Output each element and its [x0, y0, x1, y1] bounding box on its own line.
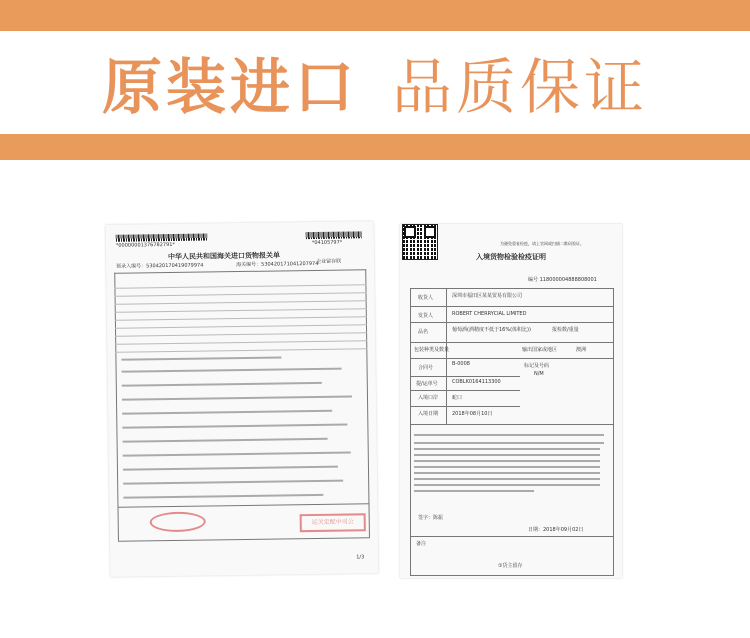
cert-number: 编号 118000004888808001: [528, 277, 597, 283]
page-number: 1/3: [356, 554, 365, 561]
goods-line: [122, 382, 322, 387]
label-shipper: 发货人: [418, 313, 434, 319]
barcode-left-text: *00000001376782791*: [115, 241, 175, 249]
cert-label-column: [446, 288, 447, 424]
cert-row-line: [410, 358, 614, 359]
cert-table-top: [410, 288, 614, 289]
value-contract: B-0008: [452, 361, 470, 367]
cert-row-line: [410, 536, 614, 537]
banner: [0, 0, 750, 160]
value-date: 2018年08月10日: [452, 411, 493, 417]
label-bl: 提/运单号: [416, 381, 438, 387]
cert-top-note: 为避免重复检疫，请上官网或扫描二维码验证。: [500, 241, 584, 246]
red-oval-stamp: [150, 512, 206, 533]
goods-line: [123, 438, 328, 443]
cert-detail-line: [414, 454, 600, 456]
cert-remark: 备注: [416, 541, 427, 547]
barcode-right-text: *04105797*: [311, 239, 343, 247]
table-border-top: [114, 269, 366, 274]
value-consignee: 深圳市福田区某某贸易有限公司: [452, 293, 523, 299]
cert-detail-line: [414, 472, 600, 474]
cert-table-right: [613, 288, 614, 576]
value-shipper: ROBERT CHERRYCIAL LIMITED: [452, 311, 527, 317]
goods-line: [122, 368, 342, 373]
label-quantity: 报检数/重量: [552, 327, 579, 333]
customs-declaration-document: [106, 221, 379, 577]
goods-line: [122, 395, 352, 400]
value-port: 蛇口: [452, 395, 463, 401]
cert-detail-line: [414, 466, 600, 468]
cert-detail-line: [414, 484, 600, 486]
cert-row-line: [410, 424, 614, 425]
goods-line: [123, 494, 323, 499]
cert-row-line: [410, 306, 614, 307]
label-date: 入境日期: [418, 411, 439, 417]
barcode-left: [116, 233, 208, 241]
value-product: 葡萄酒(酒精度不低于16%(体积比)): [452, 327, 531, 333]
label-origin: 输出国家或地区: [522, 347, 558, 353]
cert-detail-line: [414, 460, 600, 462]
value-marks: N/M: [534, 371, 544, 377]
declaration-topright: 企业留存联: [316, 258, 342, 265]
footer-divider: [117, 503, 369, 508]
goods-line: [123, 466, 338, 471]
cert-row-line: [410, 376, 520, 377]
label-product: 品名: [418, 329, 429, 335]
label-consignee: 收货人: [418, 295, 434, 301]
label-marks: 标记及号码: [524, 363, 550, 369]
qr-code: [402, 224, 438, 260]
goods-line: [122, 410, 332, 415]
goods-line: [122, 424, 347, 429]
cert-footer-date: 日期：2018年09月02日: [528, 527, 584, 533]
cert-sign: 签字：陈振: [418, 515, 444, 521]
cert-detail-line: [414, 448, 600, 450]
cert-table-left: [410, 288, 411, 576]
cert-detail-line: [414, 490, 534, 492]
declaration-customs-no: 海关编号：530420171041207974: [236, 260, 319, 269]
cert-table-bottom: [410, 575, 614, 576]
cert-row-line: [410, 322, 614, 323]
banner-title-part1: 原装进口: [102, 52, 358, 123]
cert-detail-line: [414, 442, 604, 444]
cert-detail-line: [414, 434, 604, 436]
declaration-title: 中华人民共和国海关进口货物报关单: [167, 251, 281, 262]
value-origin: 澳洲: [576, 347, 587, 353]
cert-detail-line: [414, 478, 600, 480]
cert-footer-bottom: ①货主留存: [498, 563, 523, 569]
value-bl: COBLK0164113300: [452, 379, 501, 385]
banner-inner: [0, 31, 750, 134]
banner-title: [102, 40, 648, 126]
inspection-certificate-document: [400, 224, 622, 578]
label-package: 包装种类及数量: [414, 347, 450, 353]
company-red-stamp: 运关定配中司公: [300, 513, 366, 532]
banner-title-part2: 品质保证: [392, 52, 648, 123]
table-border-bottom: [118, 537, 370, 542]
goods-line: [123, 451, 351, 456]
barcode-right: [306, 231, 362, 239]
goods-line: [123, 480, 343, 485]
declaration-number: 预录入编号：530420170419079974: [116, 262, 204, 270]
label-port: 入境口岸: [418, 395, 439, 401]
label-contract: 合同号: [418, 365, 434, 371]
cert-row-line: [410, 390, 520, 391]
cert-title: 入境货物检验检疫证明: [476, 253, 546, 261]
cert-row-line: [410, 406, 520, 407]
goods-line: [121, 356, 281, 360]
cert-row-line: [410, 342, 614, 343]
